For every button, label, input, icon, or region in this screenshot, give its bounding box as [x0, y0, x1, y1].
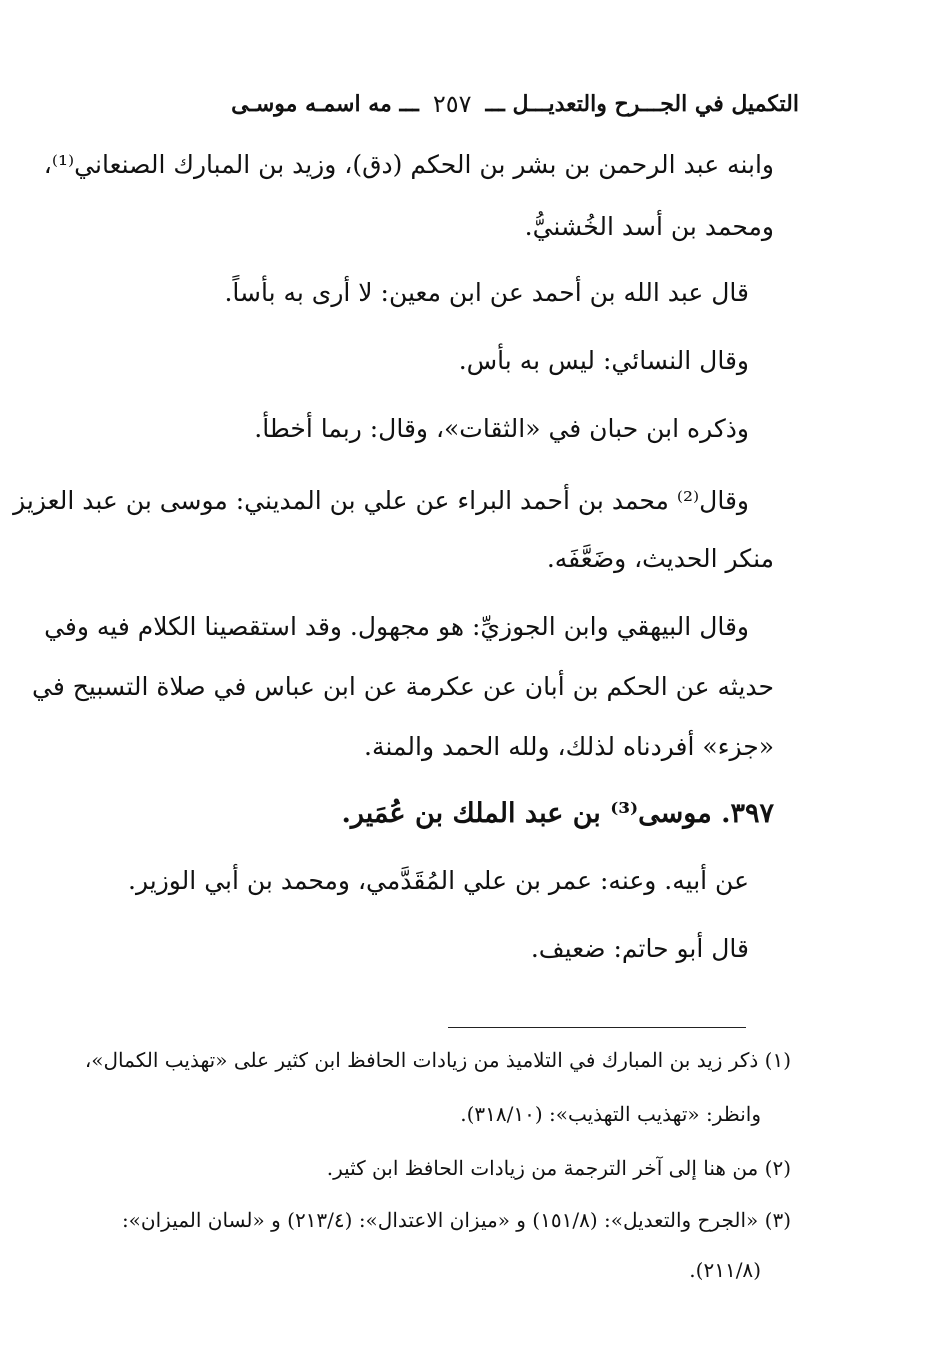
paragraph-line: وقال⁽²⁾ محمد بن أحمد البراء عن علي بن المديني: موسى بن عبد العزيز	[13, 486, 749, 515]
footnote-line: (٢) من هنا إلى آخر الترجمة من زيادات الحافظ ابن كثير.	[326, 1156, 791, 1180]
footnote-line: (٣) «الجرح والتعديل»: (١٥١/٨) و «ميزان الاعتدال»: (٢١٣/٤) و «لسان الميزان»:	[121, 1208, 791, 1232]
footnote-line: (٢١١/٨).	[689, 1258, 761, 1282]
paragraph-line: قال عبد الله بن أحمد عن ابن معين: لا أرى به بأساً.	[224, 278, 749, 307]
footnote-line: وانظر: «تهذيب التهذيب»: (٣١٨/١٠).	[460, 1102, 761, 1126]
footnote-divider	[448, 1027, 746, 1028]
paragraph-line: حديثه عن الحكم بن أبان عن عكرمة عن ابن عباس في صلاة التسبيح في	[32, 672, 774, 701]
footnote-line: (١) ذكر زيد بن المبارك في التلاميذ من زيادات الحافظ ابن كثير على «تهذيب الكمال»،	[84, 1048, 791, 1072]
paragraph-line: وقال النسائي: ليس به بأس.	[458, 346, 749, 375]
paragraph-line: منكر الحديث، وضَعَّفَه.	[546, 544, 774, 573]
paragraph-line: قال أبو حاتم: ضعيف.	[530, 934, 749, 963]
paragraph-line: وابنه عبد الرحمن بن بشر بن الحكم (دق)، وزيد بن المبارك الصنعاني⁽¹⁾،	[43, 150, 774, 179]
entry-title: ٣٩٧. موسى⁽³⁾ بن عبد الملك بن عُمَير.	[341, 798, 774, 829]
paragraph-line: عن أبيه. وعنه: عمر بن علي المُقَدَّمي، ومحمد بن أبي الوزير.	[128, 866, 749, 895]
running-header	[95, 84, 799, 124]
paragraph-line: «جزء» أفردناه لذلك، ولله الحمد والمنة.	[364, 732, 774, 761]
paragraph-line: وقال البيهقي وابن الجوزيِّ: هو مجهول. وقد استقصينا الكلام فيه وفي	[44, 612, 749, 641]
paragraph-line: وذكره ابن حبان في «الثقات»، وقال: ربما أخطأ.	[254, 414, 749, 443]
section-title: ـــ مه اسمـه موسـى	[231, 91, 419, 117]
paragraph-line: ومحمد بن أسد الخُشنيُّ.	[524, 212, 774, 241]
page-number: ٢٥٧	[432, 90, 472, 118]
book-title: التكميل في الجـــرح والتعديـــل ـــ	[485, 91, 799, 117]
